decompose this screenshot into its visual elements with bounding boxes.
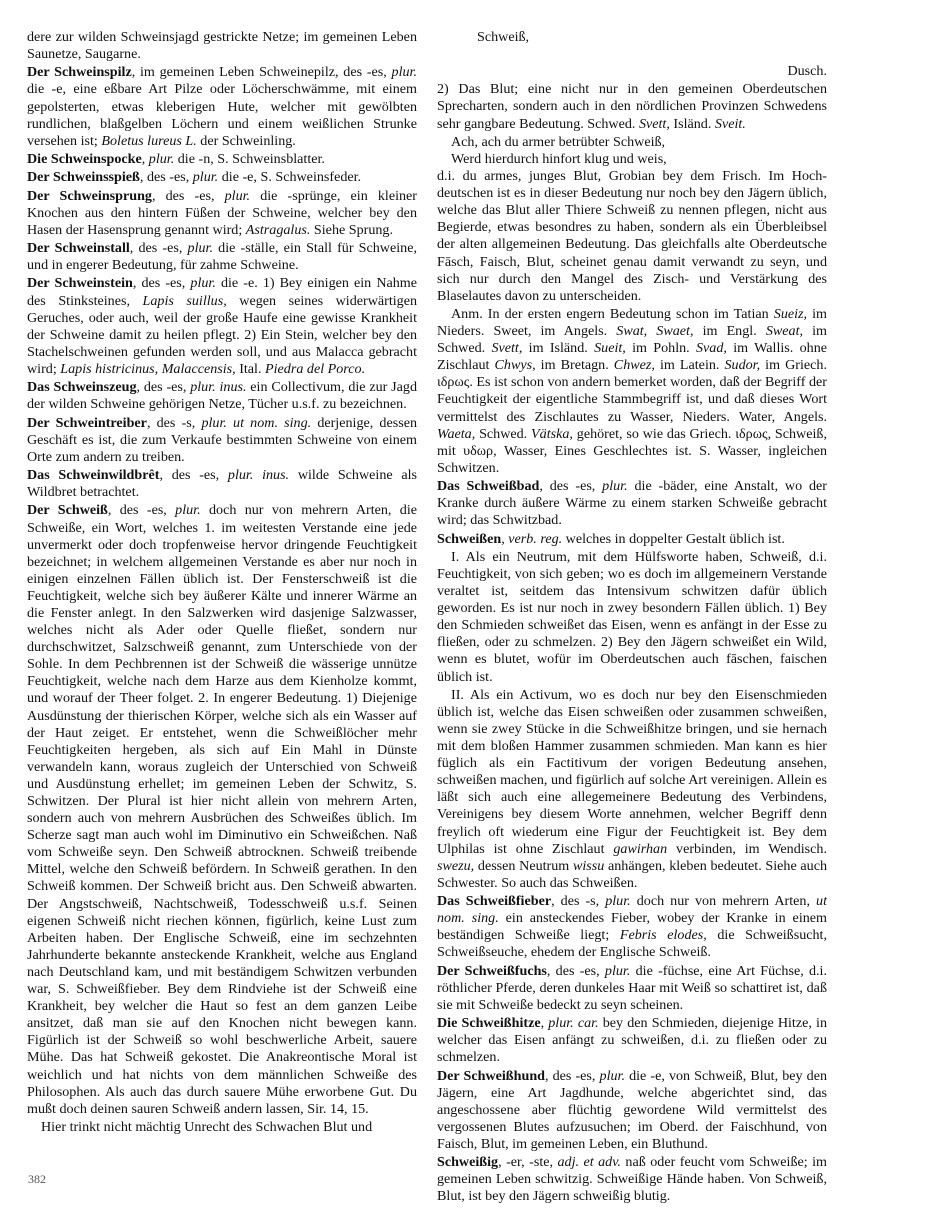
italic-text: plur. ut nom. sing.	[201, 414, 312, 431]
italic-text: Lapis histricinus, Malaccensis,	[60, 360, 236, 377]
text: die -ställe, ein Stall für Schweine, und in engerer Bedeutung, für zahme Schweine.	[27, 240, 417, 274]
text: I. Als ein Neutrum, mit dem Hülfsworte haben, Schweiß, d.i. Feuchtigkeit, von sich geben; wo es doch im allgemeinern Verstande veraltet ist, seitdem das Intensivum schwitzen dafür üblich geworden. Es ist nur noch in zwey besondern Fällen üblich. 1) Bey den Schmieden schweißet das Eisen, wenn es anfängt in der Esse zu fließen, oder zu schmelzen. 2) Bey den Jägern schweißet ein Wild, wenn es blutet, wofür im Oberdeutschen auch fāschen, faischen üblich ist.	[437, 548, 827, 685]
italic-text: Sudor,	[724, 357, 761, 374]
headword: Schweißig	[437, 1154, 499, 1171]
headword: Das Schweißfieber	[437, 893, 552, 910]
text: , -er, -ste,	[498, 1154, 558, 1171]
text: ,	[540, 1015, 549, 1032]
dictionary-entry	[437, 963, 827, 1014]
text: ,	[141, 151, 149, 168]
dictionary-entry	[437, 893, 827, 961]
text: die -n, S. Schweinsblatter.	[174, 151, 325, 168]
text: dessen Neutrum	[474, 857, 573, 874]
italic-text: plur.	[391, 64, 417, 81]
text: verbinden, im Wendisch.	[667, 840, 827, 857]
headword: Der Schweinspilz	[27, 64, 132, 81]
text: , des -es,	[139, 169, 193, 186]
italic-text: Waeta,	[437, 425, 476, 442]
text: , des -es,	[132, 275, 191, 292]
italic-text: Chwez,	[613, 357, 655, 374]
text: Anm. In der ersten engern Bedeutung schon im Tatian	[451, 305, 774, 322]
headword: Das Schweißbad	[437, 478, 540, 495]
dictionary-entry	[27, 275, 417, 378]
text: wegen seines widerwärtigen Geruches, oder auch, weil der große Haufe eine gewisse Krankheit der Schweine damit zu heilen pflegt. 2) Ein Stein, welcher bey den Stachelschweinen gefunden werden soll, und aus Malacca gebracht wird;	[27, 292, 417, 377]
dictionary-entry	[27, 415, 417, 466]
text: Schweiß,	[477, 29, 530, 45]
italic-text: plur.	[604, 962, 631, 979]
paragraph	[437, 687, 827, 892]
italic-text: Sweat,	[765, 323, 804, 340]
text: ein Collectivum, die zur Jagd der wilden Schweine gehörigen Netze, Tücher u.s.f. zu bezeichnen.	[27, 379, 417, 413]
dictionary-entry	[437, 1015, 827, 1066]
text: Isländ.	[669, 115, 715, 132]
text: Ital.	[235, 360, 266, 377]
text: II. Als ein Activum, wo es doch nur bey den Eisenschmieden üblich ist, welche das Eisen schweißen oder zusammen schweißen, wenn sie zwey Stücke in die Schweißhitze bringen, und sie hernach mit dem bloßen Hammer zusammen schmieden. Man kann es hier füglich als ein Factitivum der vorigen Bedeutung ansehen, schweißen machen, und figürlich auf solche Art vereinigen. Allein es läßt sich auch eine allegemeinere Bedeutung des Verbindens, Vereinigens bey diesem Worte annehmen, welcher Begriff denn freylich oft wiederum eine Figur der Feuchtigkeit ist. Bey dem Ulphilas ist ohne Zischlaut	[437, 686, 827, 857]
italic-text: plur.	[602, 478, 628, 495]
dictionary-entry	[27, 64, 417, 149]
dictionary-entry	[437, 1154, 827, 1205]
italic-text: plur.	[148, 151, 175, 168]
italic-text: Lapis suillus,	[142, 292, 227, 309]
text: , des -es,	[159, 467, 228, 484]
text: die -e, S. Schweinsfeder.	[218, 169, 362, 186]
italic-text: plur. inus.	[227, 467, 290, 484]
text: doch nur von mehrern Arten,	[630, 893, 817, 910]
headword: Der Schweißfuchs	[437, 962, 547, 979]
text: im Bretagn.	[535, 357, 614, 374]
italic-text: Febris elodes,	[619, 927, 707, 944]
text: dere zur wilden Schweinsjagd gestrickte Netze; im gemeinen Leben Saunetze, Saugarne.	[27, 29, 417, 63]
text: derjenige, dessen Geschäft es ist, die zum Verkaufe bestimmten Schweine von einem Orte zum andern zu treiben.	[27, 414, 418, 465]
dictionary-entry	[437, 478, 827, 529]
paragraph	[437, 29, 827, 46]
text: , des -es,	[136, 379, 191, 396]
italic-text: Sveit.	[714, 115, 746, 132]
italic-text: swezu,	[437, 857, 475, 874]
text: , des -s,	[551, 893, 606, 910]
italic-text: plur.	[175, 502, 201, 519]
text: , des -es,	[546, 962, 605, 979]
page-number: 382	[28, 1172, 46, 1186]
text: im Wallis. ohne Zischlaut	[437, 340, 828, 374]
paragraph	[437, 81, 827, 132]
text: im Nieders. Sweet, im Angels.	[437, 305, 828, 340]
italic-text: Svett,	[638, 115, 670, 132]
paragraph	[437, 134, 827, 151]
paragraph	[437, 151, 827, 168]
text: Ach, ach du armer betrübter Schweiß,	[451, 133, 666, 150]
text: gehöret, so wie das Griech. ιδρως, Schweiß, mit υδωρ, Wasser, Eines Geschlechtes ist. S. Wasser, ingleichen Schwitzen.	[437, 425, 827, 476]
text: die -sprünge, ein kleiner Knochen aus den hintern Füßen der Schweine, welcher bey den Hasen der Hasensprung genannt wird;	[27, 187, 417, 238]
text: welches in doppelter Gestalt üblich ist.	[562, 530, 785, 547]
italic-text: plur.	[187, 240, 214, 257]
headword: Die Schweinspocke	[27, 151, 142, 168]
headword: Das Schweinszeug	[27, 379, 137, 396]
italic-text: verb. reg.	[508, 530, 563, 547]
headword: Schweißen	[437, 530, 502, 547]
text: , des -es,	[545, 1067, 600, 1084]
headword: Das Schweinwildbrêt	[27, 467, 160, 484]
italic-text: plur.	[224, 187, 251, 204]
text: die -bäder, eine Anstalt, wo der Kranke durch äußere Wärme zu einem starken Schweiße gebracht wird; das Schwitzbad.	[437, 478, 827, 529]
text: Hier trinkt nicht mächtig Unrecht des Schwachen Blut und	[41, 1118, 373, 1135]
text: im Engl.	[693, 323, 766, 340]
headword: Der Schweintreiber	[27, 414, 147, 431]
dictionary-entry	[27, 188, 417, 239]
italic-text: Sueiz,	[773, 305, 808, 322]
italic-text: plur.	[192, 169, 219, 186]
dictionary-entry	[437, 1068, 827, 1153]
italic-text: plur. car.	[548, 1015, 599, 1032]
text: Schwed.	[475, 425, 532, 442]
text: , des -es,	[539, 478, 603, 495]
text: Dusch.	[787, 63, 827, 80]
paragraph	[437, 306, 827, 477]
text: , des -s,	[146, 414, 202, 431]
dictionary-entry	[27, 467, 417, 501]
headword: Die Schweißhitze	[437, 1015, 541, 1032]
left-column	[27, 29, 417, 1136]
italic-text: Svett,	[491, 340, 523, 357]
text: d.i. du armes, junges Blut, Grobian bey dem Frisch. Im Hochdeutschen ist es in dieser Bedeutung nur noch bey den Jägern üblich, welche das Blut aller Thiere Schweiß zu nennen pflegen, nicht aus Begierde, etwas besondres zu haben, sondern als ein Überbleibsel der alten allgemeinen Bedeutung. Das gleichfalls alte Oberdeutsche Fāsch, Faisch, Blut, scheinet genau damit verwandt zu seyn, und sich nur durch den Mangel des Zisch- und Verstärkung des Blaselautes davon zu unterscheiden.	[437, 168, 827, 304]
text: Siehe Sprung.	[310, 221, 394, 238]
headword: Der Schweinstein	[27, 275, 133, 292]
text: die -e, eine eßbare Art Pilze oder Löcherschwämme, mit einem gepolsterten, etwas kleberigen Hute, welcher mit gewölbten rundlichen, blaßgelben Löchern und einem weißlichen Strunke versehen ist;	[27, 81, 417, 149]
dictionary-entry	[27, 379, 417, 413]
dictionary-entry	[27, 169, 417, 186]
text: im Latein.	[654, 357, 725, 374]
dictionary-entry	[27, 240, 417, 274]
italic-text: adj. et adv.	[557, 1154, 621, 1171]
text: Werd hierdurch hinfort klug und weis,	[451, 150, 667, 167]
headword: Der Schweinsprung	[27, 187, 152, 204]
text: die -füchse, eine Art Füchse, d.i. röthlicher Pferde, deren dunkeles Haar mit Weiß so schattiret ist, daß sie mit Schweiße bedeckt zu seyn scheinen.	[437, 962, 827, 1013]
italic-text: plur.	[599, 1067, 625, 1084]
text: ,	[501, 530, 509, 547]
paragraph	[437, 63, 827, 80]
italic-text: Boletus lureus L.	[101, 132, 197, 149]
text: der Schweinling.	[196, 132, 296, 149]
paragraph	[27, 29, 417, 63]
text: , des -es,	[107, 502, 176, 519]
headword: Der Schweinstall	[27, 240, 130, 257]
text: die -e, von Schweiß, Blut, bey den Jägern, eine Art Jagdhunde, welche abgerichtet sind, das angeschossene aber flüchtig gewordene Wild vermittelst des vergossenen Blutes aufzusuchen; im Oberd. der Faischhund, von Faisch, Blut, im gemeinen Leben, ein Bluthund.	[437, 1067, 827, 1152]
paragraph	[437, 168, 827, 305]
italic-text: Chwys,	[494, 357, 536, 374]
text: , des -es,	[151, 187, 225, 204]
italic-text: gawirhan	[613, 840, 668, 857]
text: anhängen, kleben bedeutet. Siehe auch Schwester. So auch das Schweißen.	[437, 857, 828, 891]
italic-text: plur.	[605, 893, 631, 910]
italic-text: Sueit,	[594, 340, 626, 357]
text: , des -es,	[129, 240, 188, 257]
text: im Isländ.	[522, 340, 595, 357]
text: , im gemeinen Leben Schweinepilz, des -es,	[131, 64, 392, 81]
headword: Der Schweißhund	[437, 1067, 545, 1084]
dictionary-entry	[437, 531, 827, 548]
dictionary-entry	[27, 502, 417, 1117]
text: bey den Schmieden, diejenige Hitze, in welcher das Eisen anfängt zu schweißen, d.i. zu fließen oder zu schmelzen.	[437, 1015, 827, 1066]
text: naß oder feucht vom Schweiße; im gemeinen Leben schwitzig. Schweißige Hände haben. Von Schweiß, Blut, ist bey den Jägern schweißig blutig.	[437, 1154, 828, 1205]
text: 2) Das Blut; eine nicht nur in den gemeinen Oberdeutschen Sprecharten, sondern auch in den nördlichen Provinzen Schwedens sehr gangbare Bedeutung. Schwed.	[437, 81, 827, 132]
text: im Pohln.	[625, 340, 696, 357]
headword: Der Schweinsspieß	[27, 169, 140, 186]
italic-text: Swat, Swaet,	[616, 323, 694, 340]
text: doch nur von mehrern Arten, die Schweiße, ein Wort, welches 1. im weitesten Verstande eine jede unvermerkt oder doch tropfenweise hervor dringende Feuchtigkeit bezeichnet; in welchem allgemeinen Verstande es aber nur noch in einigen einzelnen Fällen üblich ist. Der Fensterschweiß ist die Feuchtigkeit, welche sich bey äußerer Kälte und innerer Wärme an die Fenster anlegt. In den Salzwerken wird dasjenige Salzwasser, welches nicht als Ader oder Quelle fließet, sondern nur durchschwitzet, Salzschweiß genannt, zum Unterschiede von der Sohle. In dem Pechbrennen ist der Schweiß die wässerige unnütze Feuchtigkeit, welche nach dem Harze aus dem Kienholze kommt, und worauf der Theer folget. 2. In engerer Bedeutung. 1) Diejenige Ausdünstung der thierischen Körper, welche sich als ein Wasser auf der Haut zeiget. Er entstehet, wenn die Schweißlöcher mehr Feuchtigkeiten hergeben, als sich auf Ein Mahl in Dünste verwandeln kann, woraus zugleich der Unterschied von Schweiß und Ausdünstung erhellet; im gemeinen Leben der Schwitz, S. Schwitzen. Der Plural ist hier nicht allein von mehrern Arten, sondern auch von mehrern Ausbrüchen des Schweißes üblich. Im Scherze sagt man auch wohl im Diminutivo ein Schweißchen. Naß vom Schweiße seyn. Den Schweiß abtrocknen. Schweiß treibende Mittel, welche den Schweiß befördern. In Schweiß gerathen. In den Schweiß kommen. Der Schweiß bricht aus. Den Schweiß abwarten. Der Angstschweiß, Nachtschweiß, Todesschweiß u.s.f. Seinen eigenen Schweiß nicht riechen können, figürlich, keine Lust zum Arbeiten haben. Der Englische Schweiß, eine im sechzehnten Jahrhunderte bekannte ansteckende Krankheit, welche aus England nach Deutschland kam, und mit beständigem Schwitzen verbunden war, S. Schweißfieber. Bey dem Rindviehe ist der Schweiß eine Krankheit, bey welcher die Haut so fest an dem ganzen Leibe ansitzet, daß man sie auf den Knochen nicht bewegen kann. Figürlich ist der Schweiß so wohl beschwerliche Arbeit, sauere Mühe. Das hat Schweiß gekostet. Die Anakreontische Moral ist weichlich und hat nichts von dem männlichen Schweiße des Philosophen. Als auch das durch sauere Mühe erworbene Gut. Du mußt doch deinen sauren Schweiß andern lassen, Sir. 14, 15.	[27, 502, 417, 1117]
text: wilde Schweine als Wildbret betrachtet.	[27, 467, 418, 501]
text: im Griech. ιδρως. Es ist schon von andern bemerket worden, daß der Begriff der Feuchtigkeit der eigentliche Stammbegriff ist, und daß dieses Wort vermittelst des Zischlautes zu Wasser, Nieders. Water, Angels.	[437, 357, 827, 425]
italic-text: plur. inus.	[190, 379, 247, 396]
italic-text: Piedra del Porco.	[265, 360, 366, 377]
text: die -e. 1) Bey einigen ein Nahme des Stinksteines,	[27, 275, 418, 309]
headword: Der Schweiß	[27, 502, 108, 519]
dictionary-entry	[27, 151, 417, 168]
italic-text: wissu	[572, 857, 605, 874]
text: ein ansteckendes Fieber, wobey der Kranke in einem beständigen Schweiße liegt;	[437, 910, 827, 944]
right-column	[437, 29, 827, 1207]
paragraph	[437, 549, 827, 686]
italic-text: ut nom. sing.	[437, 893, 827, 927]
italic-text: plur.	[190, 275, 216, 292]
text: im Schwed.	[437, 323, 828, 357]
italic-text: Vätska,	[531, 425, 573, 442]
text: die Schweißsucht, Schweißseuche, ehedem der Englische Schweiß.	[437, 927, 827, 961]
paragraph	[27, 1119, 417, 1136]
italic-text: Astragalus.	[245, 221, 311, 238]
italic-text: Svad,	[696, 340, 727, 357]
